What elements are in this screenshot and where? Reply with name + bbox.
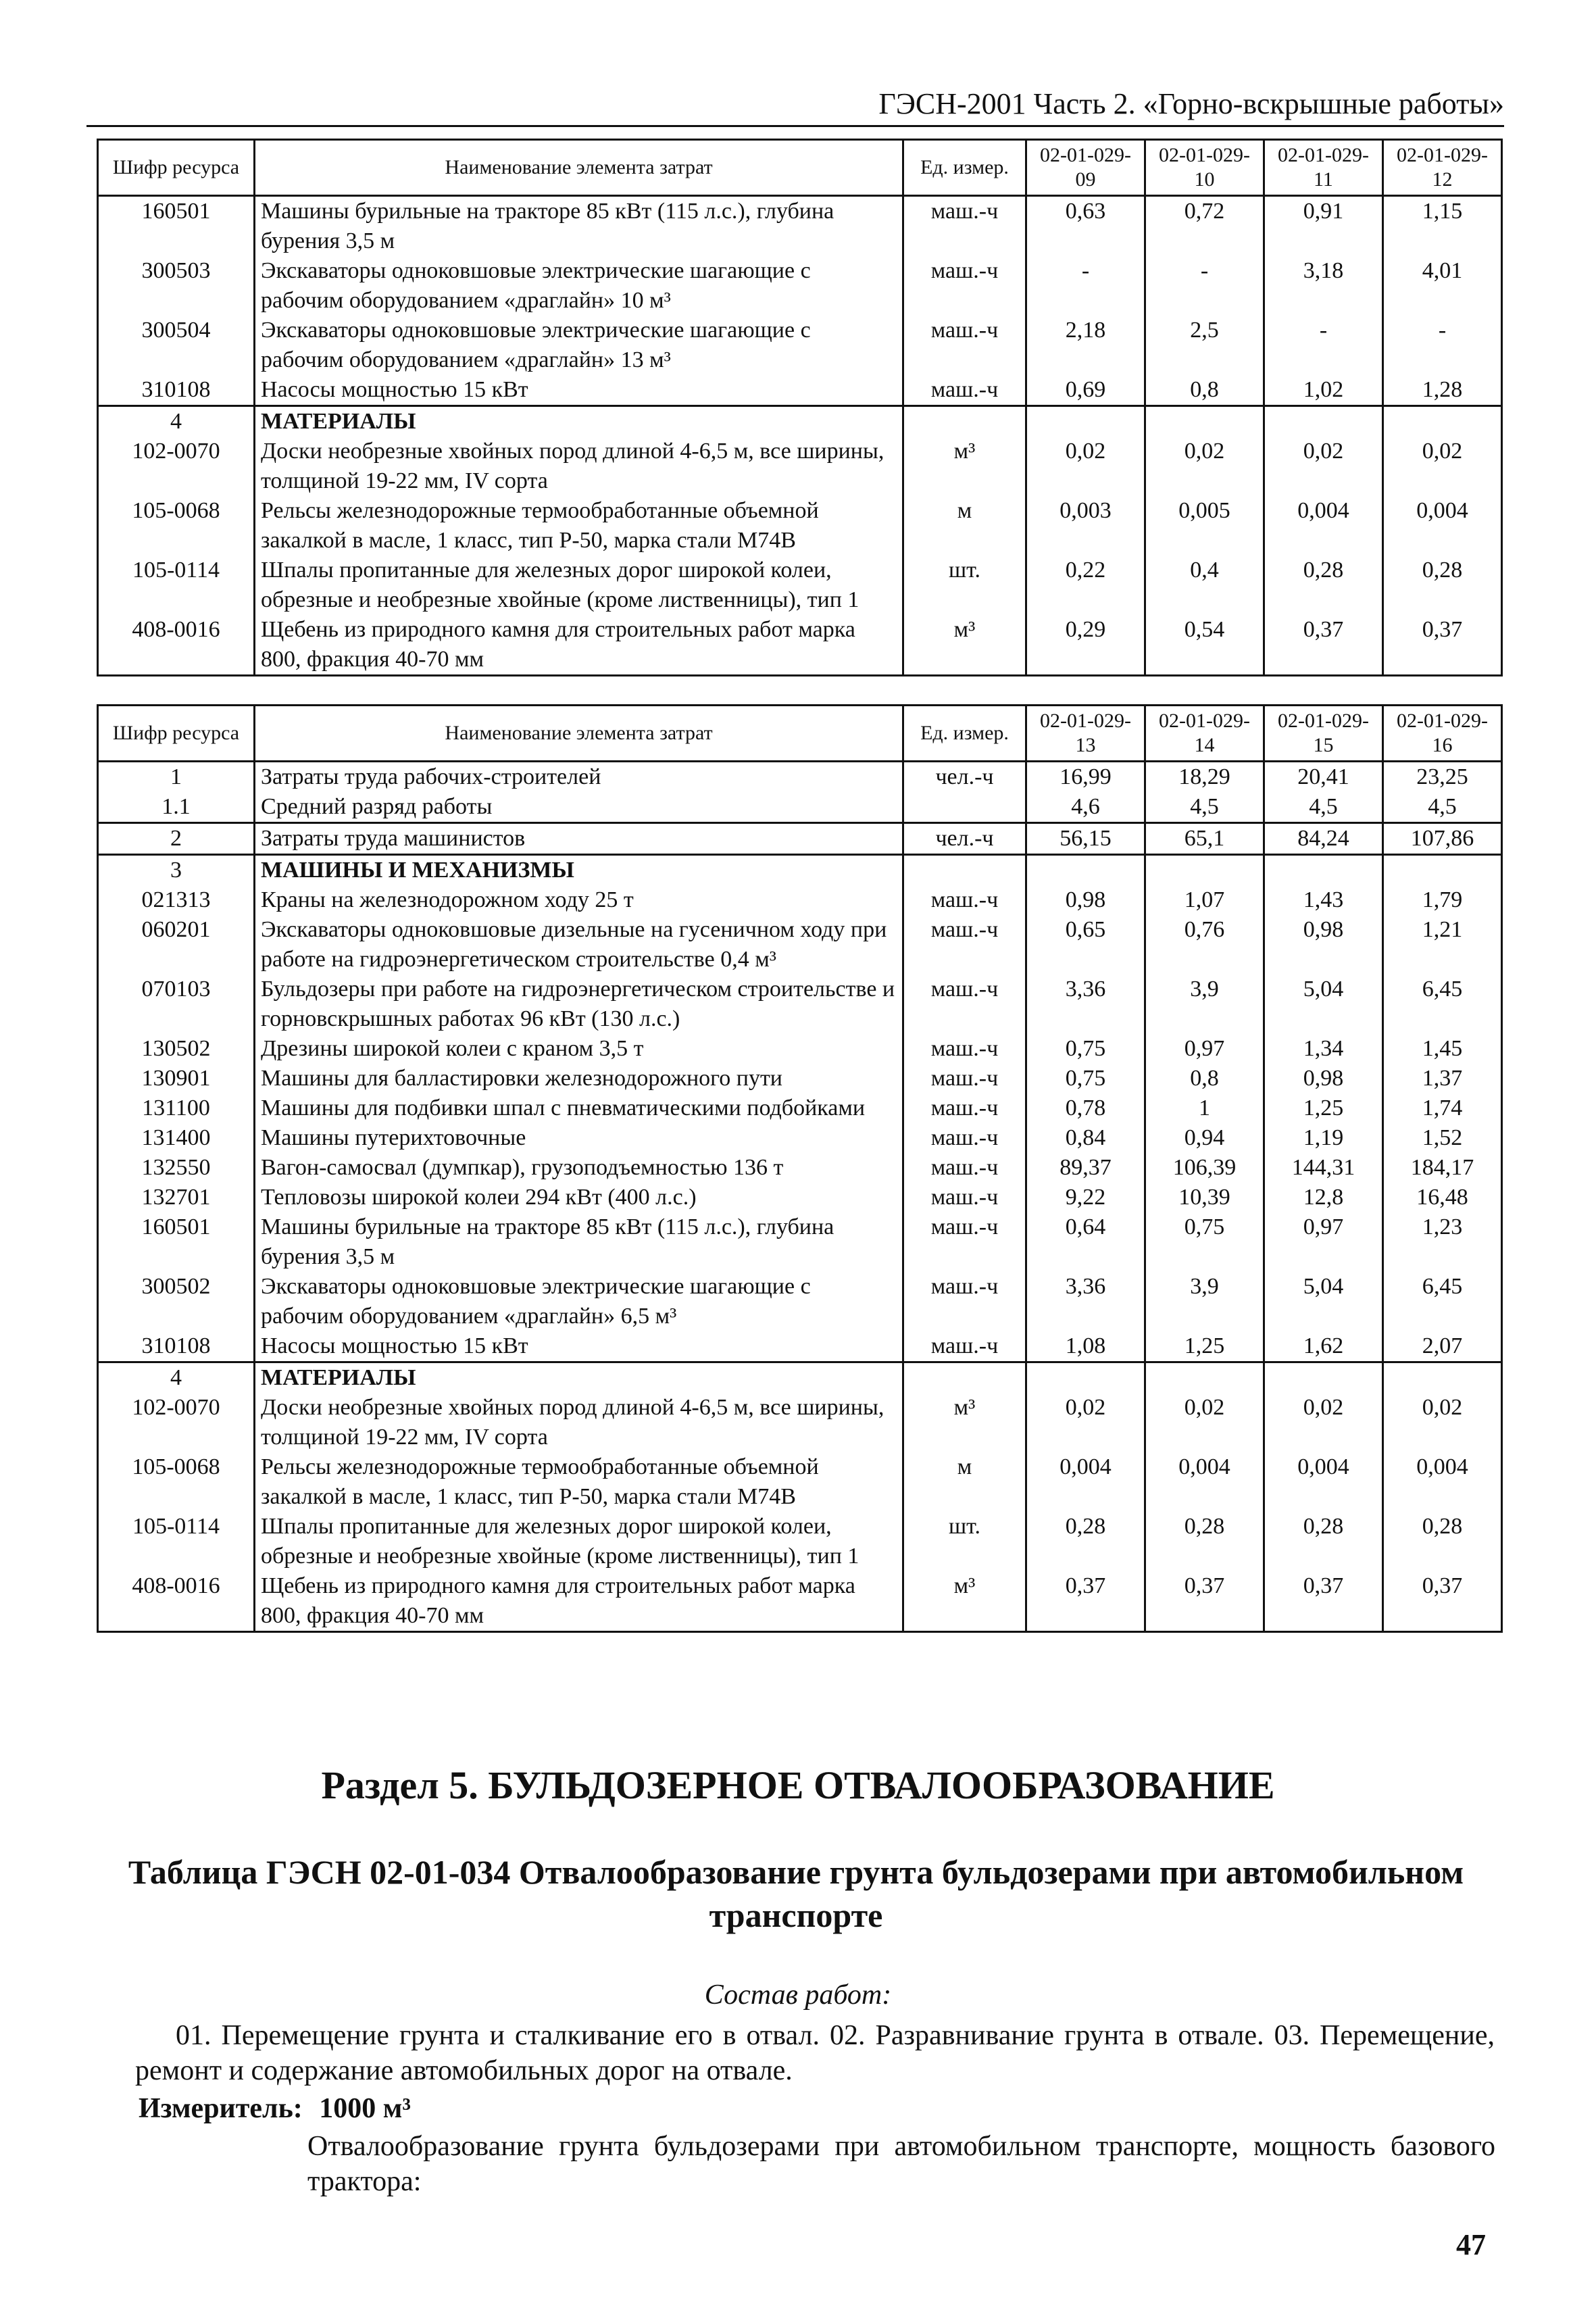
- value-cell: 0,37: [1264, 1571, 1383, 1632]
- table-row: [98, 762, 1502, 793]
- resource-name-cell: Дрезины широкой колеи с краном 3,5 т: [255, 1034, 903, 1064]
- value-cell: 1,15: [1383, 196, 1502, 257]
- resource-name-cell: Машины путерихтовочные: [255, 1123, 903, 1153]
- table-row: [98, 915, 1502, 975]
- table-row: [98, 1093, 1502, 1123]
- table-row: [98, 496, 1502, 556]
- resource-name-cell: Машины для балластировки железнодорожного пути: [255, 1064, 903, 1093]
- value-cell: 0,28: [1383, 1512, 1502, 1571]
- resource-name-cell: Средний разряд работы: [255, 792, 903, 823]
- value-cell: 0,91: [1264, 196, 1383, 257]
- unit-cell: маш.-ч: [903, 1064, 1026, 1093]
- unit-cell: чел.-ч: [903, 762, 1026, 793]
- value-cell: 0,28: [1264, 556, 1383, 615]
- value-cell: 0,02: [1145, 437, 1264, 496]
- resource-name-cell: МАТЕРИАЛЫ: [255, 406, 903, 437]
- page-number: 47: [1456, 2228, 1486, 2261]
- value-cell: 0,02: [1026, 1393, 1145, 1452]
- value-cell: 0,78: [1026, 1093, 1145, 1123]
- resource-code-cell: 105-0068: [98, 496, 255, 556]
- value-cell: [1026, 406, 1145, 437]
- value-cell: 0,37: [1026, 1571, 1145, 1632]
- resource-code-cell: 4: [98, 1362, 255, 1394]
- resource-code-cell: 1: [98, 762, 255, 793]
- table-row: [98, 615, 1502, 676]
- table-row: [98, 556, 1502, 615]
- resource-name-cell: Шпалы пропитанные для железных дорог широкой колеи, обрезные и необрезные хвойные (кроме лиственницы), тип 1: [255, 556, 903, 615]
- value-cell: 1,34: [1264, 1034, 1383, 1064]
- header-col-4: 02-01-029-16: [1383, 706, 1502, 762]
- resource-code-cell: 105-0114: [98, 1512, 255, 1571]
- value-cell: 56,15: [1026, 823, 1145, 855]
- value-cell: 89,37: [1026, 1153, 1145, 1183]
- value-cell: 1,07: [1145, 885, 1264, 915]
- header-col-3: 02-01-029-11: [1264, 140, 1383, 196]
- header-col-2: 02-01-029-10: [1145, 140, 1264, 196]
- unit-cell: маш.-ч: [903, 316, 1026, 375]
- value-cell: 2,07: [1383, 1331, 1502, 1362]
- value-cell: 1,74: [1383, 1093, 1502, 1123]
- unit-cell: м³: [903, 615, 1026, 676]
- value-cell: 106,39: [1145, 1153, 1264, 1183]
- unit-cell: маш.-ч: [903, 1034, 1026, 1064]
- value-cell: 0,02: [1026, 437, 1145, 496]
- value-cell: 1,37: [1383, 1064, 1502, 1093]
- value-cell: 1,28: [1383, 375, 1502, 406]
- table-subtitle-text: Отвалообразование грунта бульдозерами при автомобильном транспорте, мощность базового трактора:: [307, 2131, 1495, 2197]
- unit-cell: шт.: [903, 556, 1026, 615]
- unit-cell: м: [903, 496, 1026, 556]
- header-col-4: 02-01-029-12: [1383, 140, 1502, 196]
- resource-code-cell: 105-0068: [98, 1452, 255, 1512]
- value-cell: [1383, 1362, 1502, 1394]
- value-cell: 1,45: [1383, 1034, 1502, 1064]
- header-col-2: 02-01-029-14: [1145, 706, 1264, 762]
- value-cell: [1264, 855, 1383, 886]
- page-header: ГЭСН-2001 Часть 2. «Горно-вскрышные работы»: [86, 87, 1504, 127]
- resource-code-cell: 2: [98, 823, 255, 855]
- value-cell: 3,18: [1264, 256, 1383, 316]
- value-cell: 4,6: [1026, 792, 1145, 823]
- resource-name-cell: Экскаваторы одноковшовые дизельные на гусеничном ходу при работе на гидроэнергетическом строительстве 0,4 м³: [255, 915, 903, 975]
- value-cell: 0,003: [1026, 496, 1145, 556]
- value-cell: 0,98: [1264, 1064, 1383, 1093]
- resource-code-cell: 130901: [98, 1064, 255, 1093]
- resource-name-cell: Вагон-самосвал (думпкар), грузоподъемностью 136 т: [255, 1153, 903, 1183]
- header-unit: Ед. измер.: [903, 140, 1026, 196]
- table-row: [98, 1452, 1502, 1512]
- table-row: [98, 1331, 1502, 1362]
- value-cell: 0,63: [1026, 196, 1145, 257]
- value-cell: 0,22: [1026, 556, 1145, 615]
- value-cell: 0,28: [1145, 1512, 1264, 1571]
- value-cell: [1383, 406, 1502, 437]
- value-cell: 0,97: [1264, 1212, 1383, 1272]
- unit-cell: [903, 1362, 1026, 1394]
- table-row: [98, 823, 1502, 855]
- resource-name-cell: Щебень из природного камня для строительных работ марка 800, фракция 40-70 мм: [255, 615, 903, 676]
- resource-code-cell: 102-0070: [98, 1393, 255, 1452]
- resource-code-cell: 060201: [98, 915, 255, 975]
- unit-cell: маш.-ч: [903, 375, 1026, 406]
- unit-cell: маш.-ч: [903, 1093, 1026, 1123]
- unit-cell: м³: [903, 1571, 1026, 1632]
- resource-name-cell: Краны на железнодорожном ходу 25 т: [255, 885, 903, 915]
- resource-name-cell: Щебень из природного камня для строительных работ марка 800, фракция 40-70 мм: [255, 1571, 903, 1632]
- table-row: [98, 1034, 1502, 1064]
- value-cell: [1026, 855, 1145, 886]
- value-cell: 0,02: [1264, 437, 1383, 496]
- table-row: [98, 406, 1502, 437]
- value-cell: 0,004: [1264, 1452, 1383, 1512]
- resource-name-cell: Машины бурильные на тракторе 85 кВт (115 л.с.), глубина бурения 3,5 м: [255, 196, 903, 257]
- table-row: [98, 1123, 1502, 1153]
- table-row: [98, 1393, 1502, 1452]
- resource-name-cell: Экскаваторы одноковшовые электрические шагающие с рабочим оборудованием «драглайн» 13 м³: [255, 316, 903, 375]
- value-cell: 0,37: [1145, 1571, 1264, 1632]
- table-body: [98, 762, 1502, 1632]
- value-cell: 6,45: [1383, 975, 1502, 1034]
- value-cell: 0,004: [1264, 496, 1383, 556]
- value-cell: -: [1145, 256, 1264, 316]
- resource-name-cell: Машины бурильные на тракторе 85 кВт (115 л.с.), глубина бурения 3,5 м: [255, 1212, 903, 1272]
- value-cell: [1264, 406, 1383, 437]
- value-cell: 4,5: [1145, 792, 1264, 823]
- header-col-1: 02-01-029-09: [1026, 140, 1145, 196]
- unit-cell: маш.-ч: [903, 196, 1026, 257]
- value-cell: 0,97: [1145, 1034, 1264, 1064]
- resource-code-cell: 408-0016: [98, 615, 255, 676]
- unit-cell: маш.-ч: [903, 1183, 1026, 1212]
- value-cell: 1,62: [1264, 1331, 1383, 1362]
- value-cell: 3,36: [1026, 1272, 1145, 1331]
- resource-code-cell: 1.1: [98, 792, 255, 823]
- table-body: [98, 196, 1502, 676]
- value-cell: 0,76: [1145, 915, 1264, 975]
- value-cell: 5,04: [1264, 1272, 1383, 1331]
- table-header-row: [98, 706, 1502, 762]
- value-cell: 0,004: [1383, 496, 1502, 556]
- resource-name-cell: Затраты труда рабочих-строителей: [255, 762, 903, 793]
- work-composition-heading: Состав работ:: [704, 1979, 892, 2011]
- resource-code-cell: 160501: [98, 1212, 255, 1272]
- table-row: [98, 316, 1502, 375]
- value-cell: -: [1026, 256, 1145, 316]
- table-header-row: [98, 140, 1502, 196]
- work-composition-text: 01. Перемещение грунта и сталкивание его в отвал. 02. Разравнивание грунта в отвале. 03. Перемещение, ремонт и содержание автомобильных дорог на отвале.: [135, 2020, 1495, 2086]
- value-cell: 0,65: [1026, 915, 1145, 975]
- value-cell: 1,43: [1264, 885, 1383, 915]
- value-cell: 0,69: [1026, 375, 1145, 406]
- value-cell: 1,19: [1264, 1123, 1383, 1153]
- unit-cell: м³: [903, 437, 1026, 496]
- value-cell: 2,18: [1026, 316, 1145, 375]
- value-cell: 0,28: [1026, 1512, 1145, 1571]
- value-cell: 3,9: [1145, 1272, 1264, 1331]
- resource-name-cell: Тепловозы широкой колеи 294 кВт (400 л.с.): [255, 1183, 903, 1212]
- measure-label: Измеритель:: [139, 2093, 303, 2124]
- header-unit: Ед. измер.: [903, 706, 1026, 762]
- value-cell: 1: [1145, 1093, 1264, 1123]
- resource-code-cell: 300502: [98, 1272, 255, 1331]
- value-cell: -: [1383, 316, 1502, 375]
- value-cell: 0,98: [1264, 915, 1383, 975]
- value-cell: 144,31: [1264, 1153, 1383, 1183]
- value-cell: 16,48: [1383, 1183, 1502, 1212]
- value-cell: 1,21: [1383, 915, 1502, 975]
- value-cell: 5,04: [1264, 975, 1383, 1034]
- value-cell: 16,99: [1026, 762, 1145, 793]
- resource-code-cell: 131400: [98, 1123, 255, 1153]
- value-cell: 1,25: [1264, 1093, 1383, 1123]
- value-cell: 2,5: [1145, 316, 1264, 375]
- value-cell: [1383, 855, 1502, 886]
- resource-code-cell: 130502: [98, 1034, 255, 1064]
- value-cell: [1264, 1362, 1383, 1394]
- resource-name-cell: Экскаваторы одноковшовые электрические шагающие с рабочим оборудованием «драглайн» 10 м³: [255, 256, 903, 316]
- value-cell: [1026, 1362, 1145, 1394]
- resource-code-cell: 105-0114: [98, 556, 255, 615]
- resource-table-1: [97, 139, 1503, 676]
- value-cell: 0,4: [1145, 556, 1264, 615]
- table-row: [98, 1512, 1502, 1571]
- value-cell: 0,8: [1145, 1064, 1264, 1093]
- header-name: Наименование элемента затрат: [255, 706, 903, 762]
- table-row: [98, 196, 1502, 257]
- value-cell: 0,02: [1383, 1393, 1502, 1452]
- header-code: Шифр ресурса: [98, 706, 255, 762]
- value-cell: 3,9: [1145, 975, 1264, 1034]
- resource-code-cell: 4: [98, 406, 255, 437]
- table-row: [98, 975, 1502, 1034]
- section-title: Раздел 5. БУЛЬДОЗЕРНОЕ ОТВАЛООБРАЗОВАНИЕ: [321, 1763, 1275, 1807]
- table-row: [98, 375, 1502, 406]
- unit-cell: [903, 855, 1026, 886]
- table-row: [98, 256, 1502, 316]
- unit-cell: [903, 406, 1026, 437]
- unit-cell: маш.-ч: [903, 1123, 1026, 1153]
- resource-code-cell: 310108: [98, 1331, 255, 1362]
- value-cell: 1,25: [1145, 1331, 1264, 1362]
- resource-code-cell: 160501: [98, 196, 255, 257]
- unit-cell: маш.-ч: [903, 1331, 1026, 1362]
- value-cell: 0,72: [1145, 196, 1264, 257]
- value-cell: 0,98: [1026, 885, 1145, 915]
- value-cell: 0,37: [1264, 615, 1383, 676]
- resource-code-cell: 3: [98, 855, 255, 886]
- resource-code-cell: 021313: [98, 885, 255, 915]
- value-cell: 1,23: [1383, 1212, 1502, 1272]
- unit-cell: маш.-ч: [903, 885, 1026, 915]
- value-cell: 0,8: [1145, 375, 1264, 406]
- value-cell: 0,75: [1026, 1034, 1145, 1064]
- unit-cell: чел.-ч: [903, 823, 1026, 855]
- value-cell: 65,1: [1145, 823, 1264, 855]
- value-cell: [1145, 406, 1264, 437]
- resource-name-cell: Доски необрезные хвойных пород длиной 4-6,5 м, все ширины, толщиной 19-22 мм, IV сорта: [255, 1393, 903, 1452]
- table-row: [98, 1571, 1502, 1632]
- resource-code-cell: 102-0070: [98, 437, 255, 496]
- value-cell: 84,24: [1264, 823, 1383, 855]
- resource-code-cell: 132550: [98, 1153, 255, 1183]
- value-cell: 0,02: [1383, 437, 1502, 496]
- resource-name-cell: Насосы мощностью 15 кВт: [255, 1331, 903, 1362]
- resource-name-cell: Насосы мощностью 15 кВт: [255, 375, 903, 406]
- value-cell: -: [1264, 316, 1383, 375]
- resource-code-cell: 310108: [98, 375, 255, 406]
- header-col-3: 02-01-029-15: [1264, 706, 1383, 762]
- table-row: [98, 1183, 1502, 1212]
- resource-code-cell: 132701: [98, 1183, 255, 1212]
- resource-name-cell: Шпалы пропитанные для железных дорог широкой колеи, обрезные и необрезные хвойные (кроме лиственницы), тип 1: [255, 1512, 903, 1571]
- resource-code-cell: 300504: [98, 316, 255, 375]
- value-cell: 0,37: [1383, 615, 1502, 676]
- table-title: Таблица ГЭСН 02-01-034 Отвалообразование грунта бульдозерами при автомобильном транспорте: [128, 1853, 1464, 1934]
- unit-cell: маш.-ч: [903, 1212, 1026, 1272]
- table-row: [98, 1064, 1502, 1093]
- value-cell: 0,02: [1145, 1393, 1264, 1452]
- header-name: Наименование элемента затрат: [255, 140, 903, 196]
- value-cell: 184,17: [1383, 1153, 1502, 1183]
- value-cell: 4,01: [1383, 256, 1502, 316]
- resource-name-cell: Доски необрезные хвойных пород длиной 4-6,5 м, все ширины, толщиной 19-22 мм, IV сорта: [255, 437, 903, 496]
- resource-name-cell: Затраты труда машинистов: [255, 823, 903, 855]
- value-cell: 0,94: [1145, 1123, 1264, 1153]
- unit-cell: маш.-ч: [903, 975, 1026, 1034]
- value-cell: 0,004: [1026, 1452, 1145, 1512]
- resource-name-cell: Бульдозеры при работе на гидроэнергетическом строительстве и горновскрышных работах 96 кВт (130 л.с.): [255, 975, 903, 1034]
- resource-name-cell: Машины для подбивки шпал с пневматическими подбойками: [255, 1093, 903, 1123]
- value-cell: 20,41: [1264, 762, 1383, 793]
- value-cell: 23,25: [1383, 762, 1502, 793]
- value-cell: 0,004: [1145, 1452, 1264, 1512]
- value-cell: [1145, 855, 1264, 886]
- resource-name-cell: МАШИНЫ И МЕХАНИЗМЫ: [255, 855, 903, 886]
- unit-cell: м: [903, 1452, 1026, 1512]
- unit-cell: маш.-ч: [903, 1153, 1026, 1183]
- table-row: [98, 1153, 1502, 1183]
- value-cell: 0,005: [1145, 496, 1264, 556]
- table-row: [98, 855, 1502, 886]
- measure: [139, 2092, 411, 2125]
- value-cell: 12,8: [1264, 1183, 1383, 1212]
- value-cell: 0,84: [1026, 1123, 1145, 1153]
- value-cell: 1,02: [1264, 375, 1383, 406]
- value-cell: 1,52: [1383, 1123, 1502, 1153]
- value-cell: 0,02: [1264, 1393, 1383, 1452]
- measure-value: 1000 м³: [319, 2093, 411, 2124]
- value-cell: 0,75: [1026, 1064, 1145, 1093]
- unit-cell: [903, 792, 1026, 823]
- resource-code-cell: 070103: [98, 975, 255, 1034]
- header-code: Шифр ресурса: [98, 140, 255, 196]
- value-cell: 107,86: [1383, 823, 1502, 855]
- value-cell: 0,75: [1145, 1212, 1264, 1272]
- resource-name-cell: МАТЕРИАЛЫ: [255, 1362, 903, 1394]
- value-cell: 0,28: [1383, 556, 1502, 615]
- value-cell: 0,54: [1145, 615, 1264, 676]
- table-row: [98, 885, 1502, 915]
- header-col-1: 02-01-029-13: [1026, 706, 1145, 762]
- unit-cell: маш.-ч: [903, 1272, 1026, 1331]
- resource-name-cell: Рельсы железнодорожные термообработанные объемной закалкой в масле, 1 класс, тип Р-50, марка стали М74В: [255, 1452, 903, 1512]
- value-cell: 3,36: [1026, 975, 1145, 1034]
- value-cell: 6,45: [1383, 1272, 1502, 1331]
- value-cell: 0,004: [1383, 1452, 1502, 1512]
- resource-name-cell: Рельсы железнодорожные термообработанные объемной закалкой в масле, 1 класс, тип Р-50, марка стали М74В: [255, 496, 903, 556]
- value-cell: [1145, 1362, 1264, 1394]
- value-cell: 9,22: [1026, 1183, 1145, 1212]
- value-cell: 0,28: [1264, 1512, 1383, 1571]
- value-cell: 1,79: [1383, 885, 1502, 915]
- resource-name-cell: Экскаваторы одноковшовые электрические шагающие с рабочим оборудованием «драглайн» 6,5 м³: [255, 1272, 903, 1331]
- table-row: [98, 792, 1502, 823]
- table-row: [98, 1362, 1502, 1394]
- resource-table-2: [97, 704, 1503, 1633]
- resource-code-cell: 408-0016: [98, 1571, 255, 1632]
- value-cell: 0,29: [1026, 615, 1145, 676]
- unit-cell: маш.-ч: [903, 915, 1026, 975]
- resource-code-cell: 300503: [98, 256, 255, 316]
- table-row: [98, 1212, 1502, 1272]
- value-cell: 4,5: [1264, 792, 1383, 823]
- unit-cell: м³: [903, 1393, 1026, 1452]
- value-cell: 0,37: [1383, 1571, 1502, 1632]
- unit-cell: маш.-ч: [903, 256, 1026, 316]
- resource-code-cell: 131100: [98, 1093, 255, 1123]
- value-cell: 10,39: [1145, 1183, 1264, 1212]
- unit-cell: шт.: [903, 1512, 1026, 1571]
- table-row: [98, 437, 1502, 496]
- value-cell: 18,29: [1145, 762, 1264, 793]
- value-cell: 0,64: [1026, 1212, 1145, 1272]
- value-cell: 1,08: [1026, 1331, 1145, 1362]
- table-row: [98, 1272, 1502, 1331]
- value-cell: 4,5: [1383, 792, 1502, 823]
